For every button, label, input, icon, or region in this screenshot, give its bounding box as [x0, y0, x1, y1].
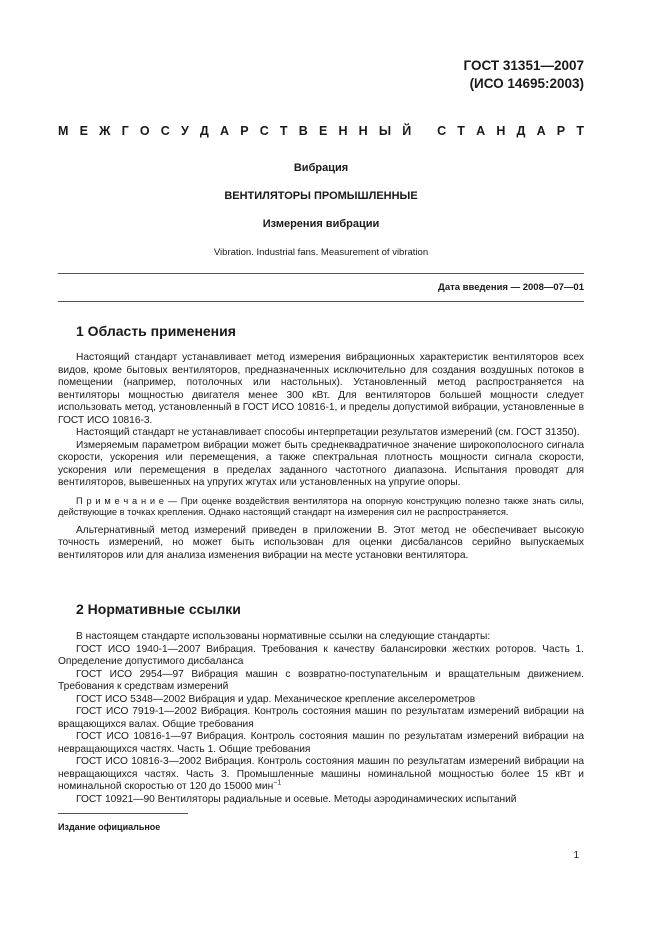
- heading-letter: А: [536, 124, 546, 138]
- standard-type-heading: [58, 124, 584, 138]
- reference-item: ГОСТ ИСО 5348—2002 Вибрация и удар. Механическое крепление акселерометров: [76, 693, 476, 705]
- heading-letter: Д: [199, 124, 209, 138]
- heading-letter: Е: [79, 124, 88, 138]
- reference-item: [58, 756, 584, 794]
- title-line-1: Вибрация: [293, 162, 349, 174]
- heading-letter: С: [160, 124, 170, 138]
- section-1-paragraph-3: Измеряемым параметром вибрации может быть среднеквадратичное значение широкополосного сигнала скорости, ускорения или перемещения, а также спектральная плотность мощности сигнала скорости, ускорения или перемещения в пределах заданного частотного диапазона. Испытания проводят для вентиляторов, вывешенных на упругих жгутах или установленных на упругие опоры.: [58, 439, 584, 488]
- official-edition-label: Издание официальное: [58, 822, 161, 832]
- heading-letter: А: [220, 124, 230, 138]
- heading-letter: Й: [402, 124, 412, 138]
- reference-item: ГОСТ ИСО 1940-1—2007 Вибрация. Требования к качеству балансировки жестких роторов. Часть 1. Определение допустимого дисбаланса: [58, 643, 584, 667]
- heading-letter: О: [139, 124, 150, 138]
- reference-item: ГОСТ ИСО 10816-1—97 Вибрация. Контроль состояния машин по результатам измерений вибрации на невращающихся частях. Часть 1. Общие требования: [58, 731, 584, 755]
- section-1-paragraph-4: Альтернативный метод измерений приведен в приложении В. Этот метод не обеспечивает высокую точность измерений, но может быть использован для оценки дисбалансов серийно выпускаемых вентиляторов или для анализа изменения вибрации на месте установки вентилятора.: [58, 524, 584, 561]
- section-1-paragraph-1: Настоящий стандарт устанавливает метод измерения вибрационных характеристик вентиляторов всех видов, кроме бытовых вентиляторов, предназначенных исключительно для создания воздушных потоков в помещении (например, потолочных или настольных). Установленный метод распространяется на вентиляторы мощностью двигателя менее 300 кВт. Для вентиляторов большей мощности следует использовать метод, установленный в ГОСТ ИСО 10816-1, и пределы допустимой вибрации, установленные в ГОСТ ИСО 10816-3.: [58, 352, 584, 426]
- heading-letter: А: [476, 124, 486, 138]
- section-1-heading: 1 Область применения: [76, 323, 236, 339]
- footer-divider: [58, 813, 188, 814]
- english-title: Vibration. Industrial fans. Measurement of vibration: [213, 247, 429, 258]
- heading-letter: Р: [556, 124, 566, 138]
- reference-item: ГОСТ ИСО 7919-1—2002 Вибрация. Контроль состояния машин по результатам измерений вибрации на вращающихся валах. Общие требования: [58, 706, 584, 730]
- note-label: П р и м е ч а н и е —: [76, 495, 178, 506]
- heading-letter: М: [58, 124, 69, 138]
- heading-letter: В: [298, 124, 308, 138]
- heading-letter: Ы: [378, 124, 392, 138]
- note-text: При оценке воздействия вентилятора на опорную конструкцию полезно также знать силы, действующие в точках крепления. Однако настоящий стандарт на измерения сил не распространяется.: [58, 495, 585, 517]
- heading-letter: Т: [457, 124, 465, 138]
- introduction-date: Дата введения — 2008—07—01: [438, 282, 584, 293]
- section-1-paragraph-2: Настоящий стандарт не устанавливает способы интерпретации результатов измерений (см. ГОСТ 31350).: [76, 427, 580, 438]
- heading-letter: У: [180, 124, 189, 138]
- title-line-2: ВЕНТИЛЯТОРЫ ПРОМЫШЛЕННЫЕ: [224, 190, 418, 202]
- section-1-note: [58, 496, 584, 519]
- heading-letter: [422, 124, 425, 138]
- section-2-heading: 2 Нормативные ссылки: [76, 601, 241, 617]
- reference-item: ГОСТ 10921—90 Вентиляторы радиальные и осевые. Методы аэродинамических испытаний: [76, 793, 517, 805]
- section-2-body: [58, 631, 584, 806]
- heading-letter: Е: [318, 124, 328, 138]
- iso-equivalent-code: (ИСО 14695:2003): [469, 76, 584, 91]
- standard-code: ГОСТ 31351—2007: [463, 58, 584, 73]
- divider-top: [58, 273, 584, 274]
- heading-letter: Т: [576, 124, 584, 138]
- heading-letter: Н: [358, 124, 368, 138]
- heading-letter: С: [437, 124, 447, 138]
- title-line-3: Измерения вибрации: [262, 218, 380, 230]
- heading-letter: Н: [496, 124, 506, 138]
- heading-letter: Н: [338, 124, 348, 138]
- heading-letter: Д: [516, 124, 526, 138]
- page-number: 1: [573, 850, 579, 861]
- heading-letter: Г: [121, 124, 129, 138]
- unit-superscript: −1: [273, 779, 282, 787]
- heading-letter: Р: [240, 124, 249, 138]
- section-2-intro: В настоящем стандарте использованы нормативные ссылки на следующие стандарты:: [76, 631, 491, 642]
- heading-letter: С: [259, 124, 269, 138]
- section-1-body: [58, 352, 584, 562]
- reference-item: ГОСТ ИСО 2954—97 Вибрация машин с возвратно-поступательным и вращательным движением. Требования к средствам измерений: [58, 668, 584, 692]
- reference-text: ГОСТ ИСО 10816-3—2002 Вибрация. Контроль состояния машин по результатам измерений вибрации на невращающихся частях. Часть 3. Промышленные машины номинальной мощностью более 15 кВт и номинальной скоростью от 120 до 15000 мин: [58, 756, 584, 792]
- heading-letter: Ж: [99, 124, 111, 138]
- heading-letter: Т: [279, 124, 288, 138]
- divider-bottom: [58, 301, 584, 302]
